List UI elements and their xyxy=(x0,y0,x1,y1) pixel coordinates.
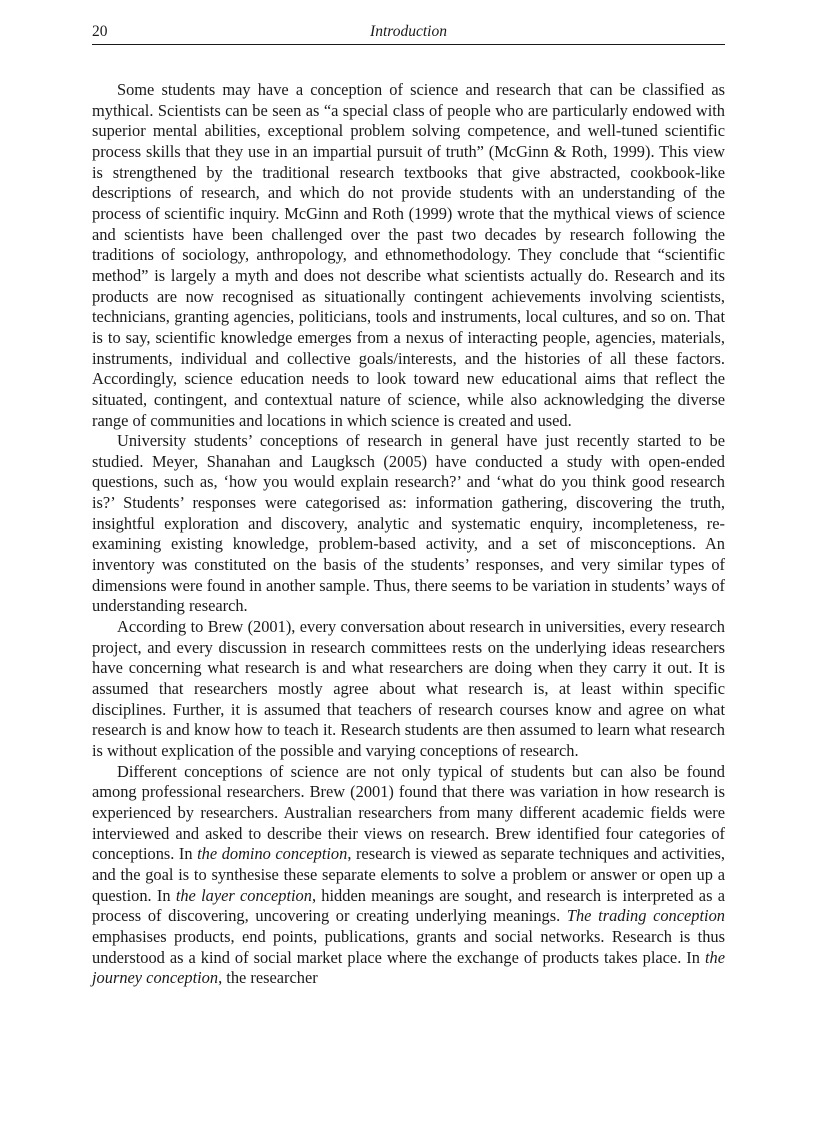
term-journey-conception: the journey conception xyxy=(92,947,725,988)
paragraph-mythical-conception: Some students may have a conception of science and research that can be classified as mythical. Scientists can be seen as “a special class of people who are particularly endowed with superior mental abilities, exceptional problem solving competence, and well-tuned scientific process skills that they use in an impartial pursuit of truth” (McGinn & Roth, 1999). This view is strengthened by the traditional research textbooks that give abstracted, cookbook-like descriptions of research, and which do not provide students with an understanding of the process of scientific inquiry. McGinn and Roth (1999) wrote that the mythical views of science and scientists have been challenged over the past two decades by research following the traditions of sociology, anthropology, and ethnomethodology. They conclude that “scientific method” is largely a myth and does not describe what scientists actually do. Research and its products are now recognised as situationally contingent achievements involving scientists, technicians, granting agencies, politicians, tools and instruments, local cultures, and so on. That is to say, scientific knowledge emerges from a nexus of interacting people, agencies, materials, instruments, individual and collective goals/interests, and the histories of all these factors. Accordingly, science education needs to look toward new educational aims that reflect the situated, contingent, and contextual nature of science, while also acknowledging the diverse range of communities and locations in which science is created and used. xyxy=(92,80,725,430)
text-run: , the researcher xyxy=(218,968,318,988)
text-run: emphasises products, end points, publications, grants and social networks. Research is thus understood as a kind of social market place where the exchange of products takes place. In xyxy=(92,926,725,967)
paragraph-researcher-conceptions xyxy=(92,762,725,989)
text-run: , hidden meanings are sought, and research is interpreted as a process of discovering, uncovering or creating underlying meanings. xyxy=(92,885,725,926)
term-layer-conception: the layer conception xyxy=(175,885,312,905)
header-rule xyxy=(92,44,725,45)
text-run: Different conceptions of science are not only typical of students but can also be found among professional researchers. Brew (2001) found that there was variation in how research is experienced by researchers. Australian researchers from many different academic fields were interviewed and asked to describe their views on research. Brew identified four categories of conceptions. In xyxy=(92,761,725,864)
running-title: Introduction xyxy=(370,23,447,40)
paragraph-brew-research-ideas: According to Brew (2001), every conversation about research in universities, every research project, and every discussion in research committees rests on the underlying ideas researchers have concerning what research is and what researchers are doing when they carry it out. It is assumed that researchers mostly agree about what research is, at least within specific disciplines. Further, it is assumed that teachers of research courses know and agree on what research is and know how to teach it. Research students are then assumed to learn what research is without explication of the possible and varying conceptions of research. xyxy=(92,617,725,760)
term-trading-conception: The trading conception xyxy=(566,906,725,926)
paragraph-student-conceptions: University students’ conceptions of research in general have just recently started to be studied. Meyer, Shanahan and Laugksch (2005) have conducted a study with open-ended questions, such as, ‘how you would explain research?’ and ‘what do you think good research is?’ Students’ responses were categorised as: information gathering, discovering the truth, insightful exploration and discovery, analytic and systematic enquiry, incompleteness, re-examining existing knowledge, problem-based activity, and a set of misconceptions. An inventory was constituted on the basis of the students’ responses, and very similar types of dimensions were found in another sample. Thus, there seems to be variation in students’ ways of understanding research. xyxy=(92,431,725,616)
page-number: 20 xyxy=(92,23,108,40)
term-domino-conception: the domino conception xyxy=(197,844,348,864)
text-run: , research is viewed as separate techniques and activities, and the goal is to synthesise these separate elements to solve a problem or answer or open up a question. In xyxy=(92,844,725,905)
body-text xyxy=(92,80,725,989)
running-head xyxy=(92,22,725,42)
